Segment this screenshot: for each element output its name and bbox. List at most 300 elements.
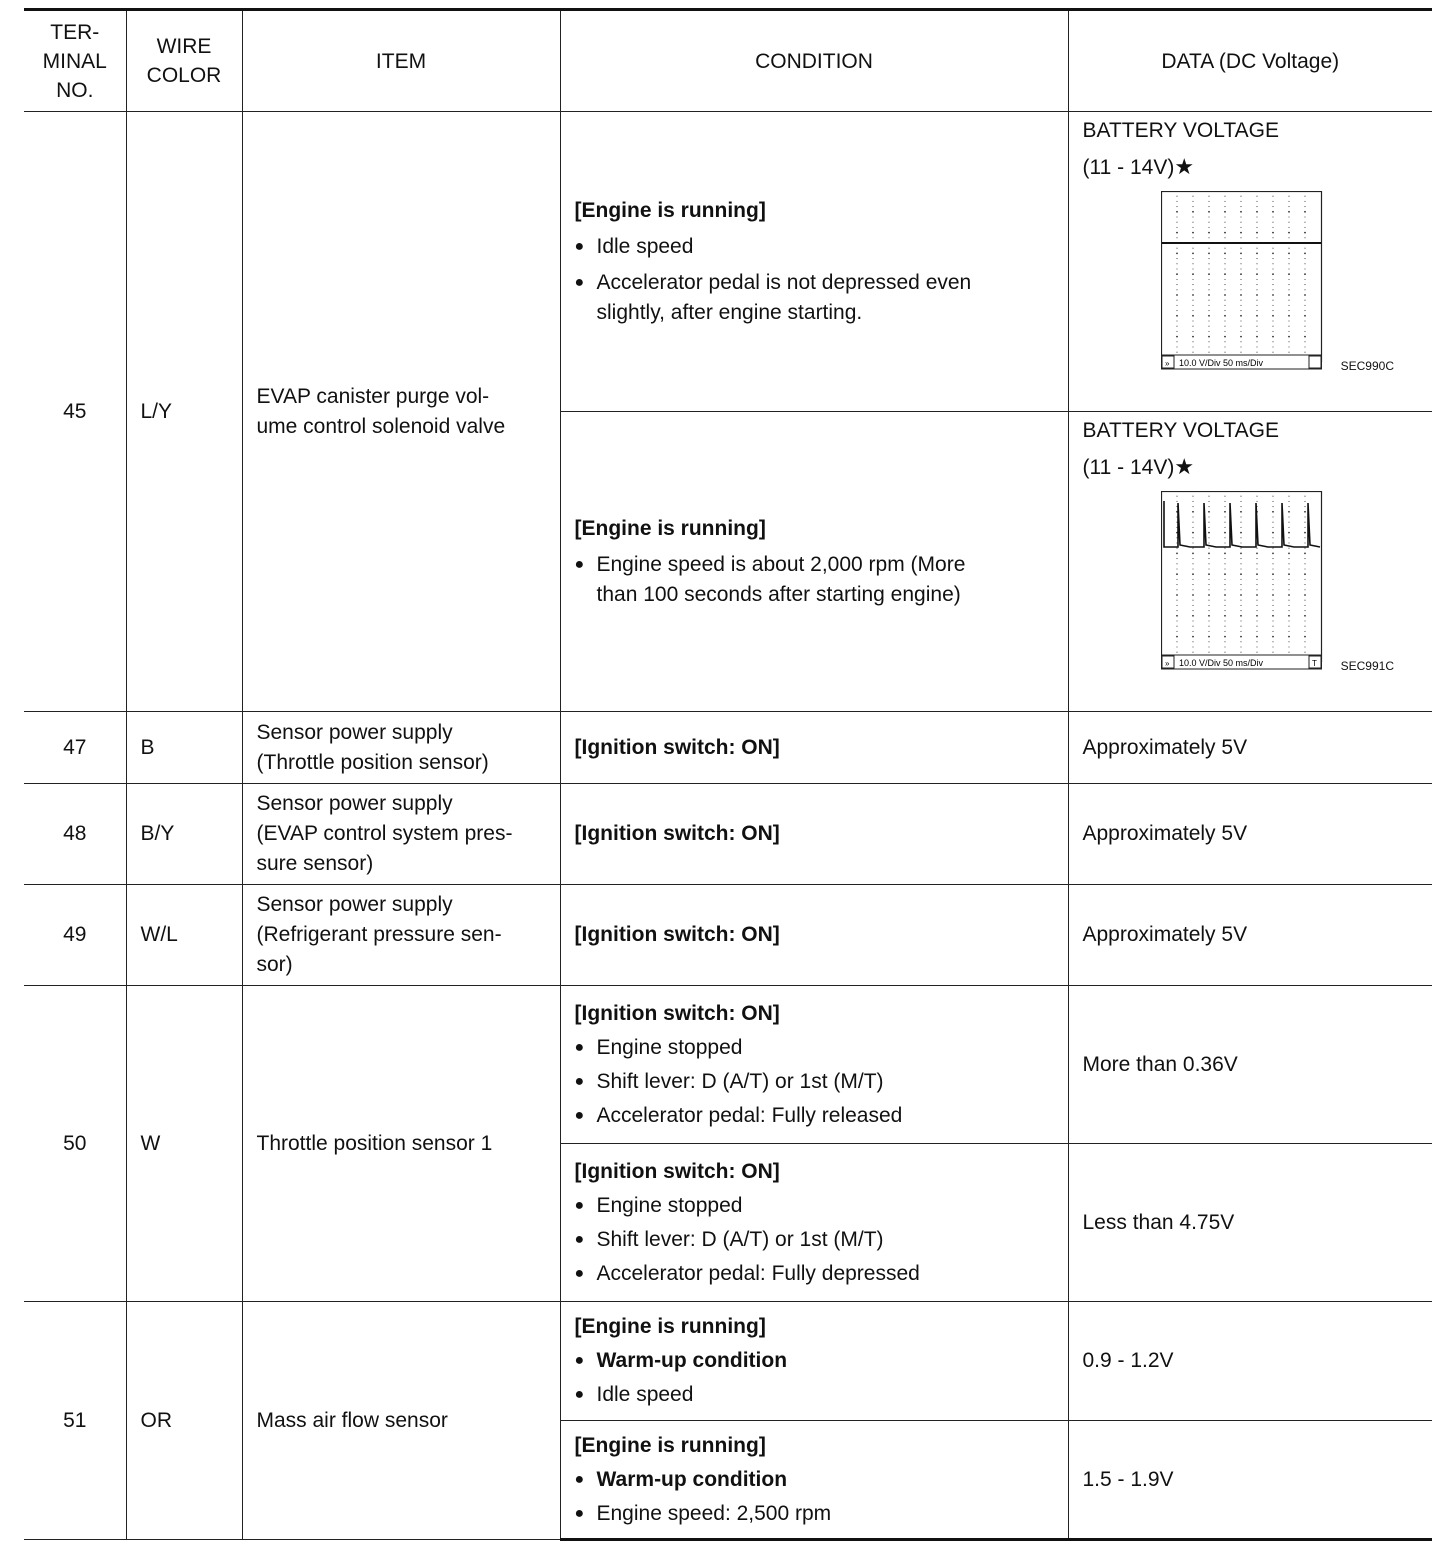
grid-dot xyxy=(1256,273,1258,275)
terminal-no: 51 xyxy=(24,1302,126,1540)
grid-dot xyxy=(1288,326,1289,327)
grid-dot xyxy=(1304,584,1305,585)
grid-dot xyxy=(1176,216,1177,217)
terminal-no: 48 xyxy=(24,784,126,885)
grid-dot xyxy=(1288,305,1289,306)
grid-dot xyxy=(1208,511,1210,513)
list-item: ● Engine speed is about 2,000 rpm (More than 100 seconds after starting engine) xyxy=(575,550,1054,610)
grid-dot xyxy=(1272,568,1273,569)
grid-dot xyxy=(1192,289,1193,290)
grid-dot xyxy=(1272,506,1273,507)
grid-dot xyxy=(1272,206,1273,207)
oscilloscope-figure xyxy=(1083,183,1419,383)
grid-dot xyxy=(1224,496,1225,497)
condition xyxy=(560,784,1068,885)
grid-dot xyxy=(1304,558,1305,559)
grid-dot xyxy=(1240,289,1241,290)
grid-dot xyxy=(1192,253,1194,255)
grid-dot xyxy=(1288,553,1290,555)
grid-dot xyxy=(1256,268,1257,269)
grid-dot xyxy=(1240,636,1242,638)
grid-dot xyxy=(1288,196,1289,197)
bullet-icon: ● xyxy=(574,1038,585,1056)
grid-dot xyxy=(1240,605,1241,606)
grid-dot xyxy=(1192,346,1193,347)
grid-dot xyxy=(1176,346,1177,347)
grid-dot xyxy=(1208,206,1209,207)
grid-dot xyxy=(1288,626,1289,627)
grid-dot xyxy=(1304,346,1305,347)
grid-dot xyxy=(1288,300,1289,301)
grid-dot xyxy=(1272,548,1273,549)
grid-dot xyxy=(1224,273,1226,275)
grid-dot xyxy=(1176,196,1177,197)
grid-dot xyxy=(1272,636,1274,638)
grid-dot xyxy=(1256,496,1257,497)
grid-dot xyxy=(1304,336,1306,338)
scope-scale-label: 10.0 V/Div 50 ms/Div xyxy=(1178,658,1263,668)
grid-dot xyxy=(1208,253,1210,255)
grid-dot xyxy=(1208,563,1209,564)
list-item: ● Accelerator pedal: Fully released xyxy=(575,1101,1054,1131)
grid-dot xyxy=(1192,652,1193,653)
grid-dot xyxy=(1256,579,1257,580)
table-row xyxy=(24,784,1432,885)
grid-dot xyxy=(1288,258,1289,259)
grid-dot xyxy=(1256,631,1257,632)
grid-dot xyxy=(1224,573,1226,575)
grid-dot xyxy=(1240,646,1241,647)
grid-dot xyxy=(1176,222,1177,223)
list-item: ● Idle speed xyxy=(575,232,1054,262)
grid-dot xyxy=(1208,222,1209,223)
header-terminal-no: TER- MINAL NO. xyxy=(24,10,126,112)
grid-dot xyxy=(1288,636,1290,638)
grid-dot xyxy=(1304,506,1305,507)
condition-title: [Ignition switch: ON] xyxy=(574,1001,780,1025)
grid-dot xyxy=(1272,594,1274,596)
grid-dot xyxy=(1288,511,1290,513)
grid-dot xyxy=(1240,511,1242,513)
data-cell xyxy=(1068,112,1432,412)
grid-dot xyxy=(1176,248,1177,249)
grid-dot xyxy=(1304,563,1305,564)
grid-dot xyxy=(1192,600,1193,601)
grid-dot xyxy=(1272,216,1273,217)
grid-dot xyxy=(1208,579,1209,580)
grid-dot xyxy=(1208,294,1210,296)
grid-dot xyxy=(1176,294,1178,296)
grid-dot xyxy=(1240,294,1242,296)
grid-dot xyxy=(1304,636,1306,638)
grid-dot xyxy=(1272,273,1274,275)
grid-dot xyxy=(1240,652,1241,653)
grid-dot xyxy=(1272,573,1274,575)
grid-dot xyxy=(1192,258,1193,259)
grid-dot xyxy=(1256,568,1257,569)
grid-dot xyxy=(1208,542,1209,543)
grid-dot xyxy=(1240,341,1241,342)
grid-dot xyxy=(1192,206,1193,207)
grid-dot xyxy=(1272,522,1273,523)
grid-dot xyxy=(1240,320,1241,321)
grid-dot xyxy=(1208,315,1210,317)
grid-dot xyxy=(1304,310,1305,311)
grid-dot xyxy=(1176,273,1178,275)
grid-dot xyxy=(1208,516,1209,517)
grid-dot xyxy=(1304,320,1305,321)
grid-dot xyxy=(1192,594,1194,596)
grid-dot xyxy=(1304,268,1305,269)
list-item: ● Accelerator pedal is not depressed even slightly, after engine starting. xyxy=(575,268,1054,328)
grid-dot xyxy=(1240,579,1241,580)
grid-dot xyxy=(1256,289,1257,290)
list-item: ● Warm-up condition xyxy=(575,1346,1054,1376)
grid-dot xyxy=(1288,294,1290,296)
grid-dot xyxy=(1272,232,1274,234)
grid-dot xyxy=(1192,341,1193,342)
grid-dot xyxy=(1256,652,1257,653)
grid-dot xyxy=(1304,646,1305,647)
grid-dot xyxy=(1192,584,1193,585)
grid-dot xyxy=(1176,646,1177,647)
grid-dot xyxy=(1256,352,1257,353)
grid-dot xyxy=(1176,626,1177,627)
grid-dot xyxy=(1256,620,1257,621)
grid-dot xyxy=(1288,216,1289,217)
grid-dot xyxy=(1224,615,1226,617)
grid-dot xyxy=(1192,636,1194,638)
grid-dot xyxy=(1224,253,1226,255)
grid-dot xyxy=(1304,289,1305,290)
grid-dot xyxy=(1192,336,1194,338)
grid-dot xyxy=(1272,196,1273,197)
grid-dot xyxy=(1224,594,1226,596)
grid-dot xyxy=(1208,501,1209,502)
grid-dot xyxy=(1256,284,1257,285)
condition xyxy=(560,412,1068,712)
grid-dot xyxy=(1208,641,1209,642)
bullet-icon: ● xyxy=(574,273,585,291)
grid-dot xyxy=(1208,258,1209,259)
grid-dot xyxy=(1272,496,1273,497)
grid-dot xyxy=(1240,626,1241,627)
grid-dot xyxy=(1288,248,1289,249)
grid-dot xyxy=(1256,563,1257,564)
grid-dot xyxy=(1272,631,1273,632)
grid-dot xyxy=(1256,589,1257,590)
grid-dot xyxy=(1304,206,1305,207)
grid-dot xyxy=(1240,620,1241,621)
bullet-icon: ● xyxy=(574,1352,585,1369)
grid-dot xyxy=(1192,615,1194,617)
grid-dot xyxy=(1256,331,1257,332)
grid-dot xyxy=(1272,336,1274,338)
grid-dot xyxy=(1208,652,1209,653)
grid-dot xyxy=(1176,558,1177,559)
grid-dot xyxy=(1240,589,1241,590)
grid-dot xyxy=(1208,237,1209,238)
grid-dot xyxy=(1304,222,1305,223)
grid-dot xyxy=(1224,232,1226,234)
condition xyxy=(560,112,1068,412)
bullet-icon: ● xyxy=(574,237,585,255)
grid-dot xyxy=(1304,631,1305,632)
bullet-icon: ● xyxy=(574,1072,585,1090)
grid-dot xyxy=(1272,516,1273,517)
grid-dot xyxy=(1304,589,1305,590)
grid-dot xyxy=(1192,568,1193,569)
grid-dot xyxy=(1192,506,1193,507)
grid-dot xyxy=(1192,563,1193,564)
grid-dot xyxy=(1288,532,1290,534)
grid-dot xyxy=(1288,273,1290,275)
grid-dot xyxy=(1224,646,1225,647)
header-item: ITEM xyxy=(242,10,560,112)
grid-dot xyxy=(1304,279,1305,280)
grid-dot xyxy=(1176,227,1177,228)
grid-dot xyxy=(1272,237,1273,238)
grid-dot xyxy=(1224,268,1225,269)
grid-dot xyxy=(1192,527,1193,528)
grid-dot xyxy=(1176,237,1177,238)
grid-dot xyxy=(1224,506,1225,507)
grid-dot xyxy=(1224,584,1225,585)
grid-dot xyxy=(1208,496,1209,497)
grid-dot xyxy=(1256,548,1257,549)
grid-dot xyxy=(1272,315,1274,317)
grid-dot xyxy=(1288,284,1289,285)
grid-dot xyxy=(1176,573,1178,575)
grid-dot xyxy=(1272,620,1273,621)
grid-dot xyxy=(1288,568,1289,569)
grid-dot xyxy=(1224,227,1225,228)
grid-dot xyxy=(1272,331,1273,332)
grid-dot xyxy=(1208,227,1209,228)
wire-color: W/L xyxy=(126,885,242,986)
grid-dot xyxy=(1240,641,1241,642)
grid-dot xyxy=(1304,620,1305,621)
grid-dot xyxy=(1224,641,1225,642)
data-range: (11 - 14V)★ xyxy=(1082,154,1195,179)
grid-dot xyxy=(1176,620,1177,621)
bullet-icon: ● xyxy=(574,1196,585,1214)
grid-dot xyxy=(1288,506,1289,507)
grid-dot xyxy=(1224,196,1225,197)
terminal-no: 50 xyxy=(24,986,126,1302)
grid-dot xyxy=(1304,315,1306,317)
grid-dot xyxy=(1192,548,1193,549)
data-label: BATTERY VOLTAGE xyxy=(1082,419,1279,442)
grid-dot xyxy=(1272,253,1274,255)
grid-dot xyxy=(1288,315,1290,317)
grid-dot xyxy=(1176,563,1177,564)
grid-dot xyxy=(1240,501,1241,502)
list-item: ● Shift lever: D (A/T) or 1st (M/T) xyxy=(575,1225,1054,1255)
grid-dot xyxy=(1176,211,1178,213)
grid-dot xyxy=(1224,527,1225,528)
grid-dot xyxy=(1192,605,1193,606)
wire-color: W xyxy=(126,986,242,1302)
condition xyxy=(560,885,1068,986)
grid-dot xyxy=(1304,553,1306,555)
grid-dot xyxy=(1208,610,1209,611)
star-icon: ★ xyxy=(1174,454,1195,479)
grid-dot xyxy=(1208,553,1210,555)
grid-dot xyxy=(1304,548,1305,549)
grid-dot xyxy=(1240,563,1241,564)
grid-dot xyxy=(1256,263,1257,264)
grid-dot xyxy=(1176,289,1177,290)
grid-dot xyxy=(1240,537,1241,538)
grid-dot xyxy=(1272,352,1273,353)
grid-dot xyxy=(1208,300,1209,301)
grid-dot xyxy=(1224,522,1225,523)
grid-dot xyxy=(1272,289,1273,290)
data-cell: Approximately 5V xyxy=(1068,712,1432,784)
grid-dot xyxy=(1192,248,1193,249)
grid-dot xyxy=(1272,553,1274,555)
grid-dot xyxy=(1240,253,1242,255)
grid-dot xyxy=(1240,279,1241,280)
terminal-no: 45 xyxy=(24,112,126,712)
grid-dot xyxy=(1288,600,1289,601)
grid-dot xyxy=(1224,548,1225,549)
grid-dot xyxy=(1288,563,1289,564)
grid-dot xyxy=(1304,511,1306,513)
grid-dot xyxy=(1304,237,1305,238)
header-condition: CONDITION xyxy=(560,10,1068,112)
grid-dot xyxy=(1304,253,1306,255)
bullet-icon: ● xyxy=(574,1106,585,1124)
grid-dot xyxy=(1208,568,1209,569)
grid-dot xyxy=(1272,258,1273,259)
grid-dot xyxy=(1288,222,1289,223)
grid-dot xyxy=(1240,305,1241,306)
grid-dot xyxy=(1208,600,1209,601)
list-item: ● Shift lever: D (A/T) or 1st (M/T) xyxy=(575,1067,1054,1097)
data-cell: More than 0.36V xyxy=(1068,986,1432,1144)
grid-dot xyxy=(1240,326,1241,327)
grid-dot xyxy=(1176,594,1178,596)
grid-dot xyxy=(1176,584,1177,585)
grid-dot xyxy=(1272,222,1273,223)
grid-dot xyxy=(1240,548,1241,549)
grid-dot xyxy=(1208,232,1210,234)
grid-dot xyxy=(1272,646,1273,647)
svg-text:T: T xyxy=(1311,659,1317,668)
grid-dot xyxy=(1208,548,1209,549)
grid-dot xyxy=(1288,279,1289,280)
grid-dot xyxy=(1288,201,1289,202)
table-row xyxy=(24,1302,1432,1421)
grid-dot xyxy=(1224,346,1225,347)
grid-dot xyxy=(1208,522,1209,523)
grid-dot xyxy=(1192,300,1193,301)
list-item: ● Warm-up condition xyxy=(575,1465,1054,1495)
grid-dot xyxy=(1256,300,1257,301)
svg-text:»: » xyxy=(1164,359,1169,368)
grid-dot xyxy=(1192,232,1194,234)
grid-dot xyxy=(1176,201,1177,202)
grid-dot xyxy=(1208,320,1209,321)
grid-dot xyxy=(1224,222,1225,223)
bullet-icon: ● xyxy=(574,1230,585,1248)
grid-dot xyxy=(1192,320,1193,321)
grid-dot xyxy=(1224,211,1226,213)
grid-dot xyxy=(1208,326,1209,327)
grid-dot xyxy=(1208,216,1209,217)
grid-dot xyxy=(1240,573,1242,575)
grid-dot xyxy=(1192,352,1193,353)
grid-dot xyxy=(1272,558,1273,559)
grid-dot xyxy=(1240,237,1241,238)
grid-dot xyxy=(1176,232,1178,234)
grid-dot xyxy=(1288,237,1289,238)
grid-dot xyxy=(1208,273,1210,275)
grid-dot xyxy=(1288,227,1289,228)
grid-dot xyxy=(1256,558,1257,559)
grid-dot xyxy=(1256,253,1258,255)
grid-dot xyxy=(1208,646,1209,647)
oscilloscope-figure xyxy=(1083,483,1419,683)
grid-dot xyxy=(1208,305,1209,306)
table-row xyxy=(24,885,1432,986)
grid-dot xyxy=(1192,620,1193,621)
data-cell: 1.5 - 1.9V xyxy=(1068,1421,1432,1540)
grid-dot xyxy=(1256,315,1258,317)
grid-dot xyxy=(1208,331,1209,332)
data-cell: Approximately 5V xyxy=(1068,784,1432,885)
grid-dot xyxy=(1224,558,1225,559)
grid-dot xyxy=(1176,579,1177,580)
grid-dot xyxy=(1224,652,1225,653)
list-item: ● Engine speed: 2,500 rpm xyxy=(575,1499,1054,1529)
grid-dot xyxy=(1208,211,1210,213)
grid-dot xyxy=(1304,605,1305,606)
grid-dot xyxy=(1192,284,1193,285)
grid-dot xyxy=(1192,216,1193,217)
grid-dot xyxy=(1288,631,1289,632)
grid-dot xyxy=(1176,631,1177,632)
grid-dot xyxy=(1304,294,1306,296)
grid-dot xyxy=(1240,206,1241,207)
grid-dot xyxy=(1224,511,1226,513)
grid-dot xyxy=(1288,620,1289,621)
grid-dot xyxy=(1192,305,1193,306)
grid-dot xyxy=(1304,615,1306,617)
grid-dot xyxy=(1176,615,1178,617)
bullet-icon: ● xyxy=(574,555,585,573)
grid-dot xyxy=(1224,201,1225,202)
grid-dot xyxy=(1208,537,1209,538)
grid-dot xyxy=(1192,516,1193,517)
terminal-no: 49 xyxy=(24,885,126,986)
grid-dot xyxy=(1224,258,1225,259)
grid-dot xyxy=(1304,201,1305,202)
grid-dot xyxy=(1304,532,1306,534)
header-data: DATA (DC Voltage) xyxy=(1068,10,1432,112)
grid-dot xyxy=(1288,605,1289,606)
grid-dot xyxy=(1256,584,1257,585)
grid-dot xyxy=(1224,341,1225,342)
condition-title: [Ignition switch: ON] xyxy=(574,822,780,845)
grid-dot xyxy=(1288,352,1289,353)
grid-dot xyxy=(1288,573,1290,575)
grid-dot xyxy=(1256,501,1257,502)
grid-dot xyxy=(1224,352,1225,353)
grid-dot xyxy=(1256,248,1257,249)
